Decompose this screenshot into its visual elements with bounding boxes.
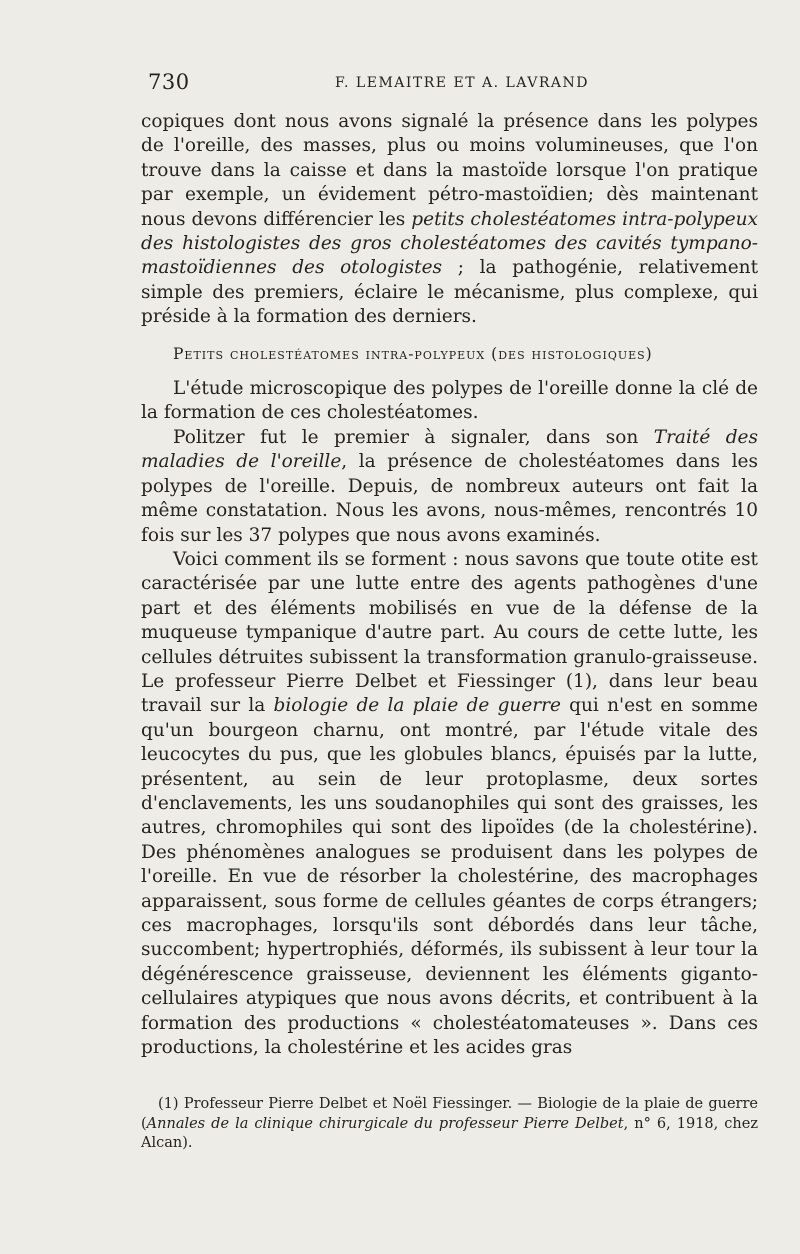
italic-text: Annales de la clinique chirurgicale du professeur Pierre Delbet (146, 1115, 624, 1132)
italic-text: petits cholestéatomes intra-polypeux des histologistes des gros cholestéatomes des cavités tympano-mastoïdiennes des otologistes (141, 208, 758, 279)
text-run: ; la pathogénie, relativement simple des premiers, éclaire le mécanisme, plus complexe, qui préside à la formation des derniers. (141, 257, 759, 328)
italic-text: biologie de la plaie de guerre (273, 695, 561, 717)
footnote (141, 1095, 758, 1154)
page-number: 730 (148, 70, 190, 94)
text-run: Politzer fut le premier à signaler, dans son (173, 426, 654, 448)
section-heading: Petits cholestéatomes intra-polypeux (des histologiques) (173, 344, 653, 363)
text-run: qui n'est en somme qu'un bourgeon charnu, ont montré, par l'étude vitale des leucocytes du pus, que les globules blancs, épuisés par la lutte, présentent, au sein de leur protoplasme, deux sortes d'enclavements, les uns soudanophiles qui sont des graisses, les autres, chromophiles qui sont des lipoïdes (de la cholestérine). Des phénomènes analogues se produisent dans les polypes de l'oreille. En vue de résorber la cholestérine, des macrophages apparaissent, sous forme de cellules géantes de corps étrangers; ces macrophages, lorsqu'ils sont débordés dans leur tâche, succombent; hypertrophiés, déformés, ils subissent à leur tour la dégénérescence graisseuse, deviennent les éléments giganto-cellulaires atypiques que nous avons décrits, et contribuent à la formation des productions « cholestéatomateuses ». Dans ces productions, la cholestérine et les acides gras (141, 695, 758, 1059)
text-run: copiques dont nous avons signalé la présence dans les polypes de l'oreille, des masses, plus ou moins volumineuses, que l'on trouve dans la caisse et dans la mastoïde lorsque l'on pratique par exemple, un évidement pétro-mastoïdien; dès maintenant nous devons différencier les (141, 111, 758, 230)
paragraph (141, 426, 758, 548)
text-run: , n° 6, 1918, chez Alcan). (141, 1115, 758, 1151)
italic-text: Traité des maladies de l'oreille (141, 426, 758, 473)
text-run: , la présence de cholestéatomes dans les polypes de l'oreille. Depuis, de nombreux auteurs ont fait la même constatation. Nous les avons, nous-mêmes, rencontrés 10 fois sur les 37 polypes que nous avons examinés. (141, 451, 758, 546)
footnote-text (141, 1095, 758, 1154)
text-run: (1) Professeur Pierre Delbet et Noël Fiessinger. — Biologie de la plaie de guerre ( (141, 1096, 758, 1132)
body-text (141, 110, 758, 1060)
paragraph: L'étude microscopique des polypes de l'oreille donne la clé de la formation de ces cholestéatomes. (141, 378, 758, 424)
page-header (148, 70, 788, 100)
paragraph (141, 548, 758, 1061)
paragraph (141, 110, 758, 330)
text-run: Voici comment ils se forment : nous savons que toute otite est caractérisée par une lutte entre des agents pathogènes d'une part et des éléments mobilisés en vue de la défense de la muqueuse tympanique d'autre part. Au cours de cette lutte, les cellules détruites subissent la transformation granulo-graisseuse. Le professeur Pierre Delbet et Fiessinger (1), dans leur beau travail sur la (141, 548, 758, 717)
running-head: F. LEMAITRE ET A. LAVRAND (335, 75, 589, 91)
